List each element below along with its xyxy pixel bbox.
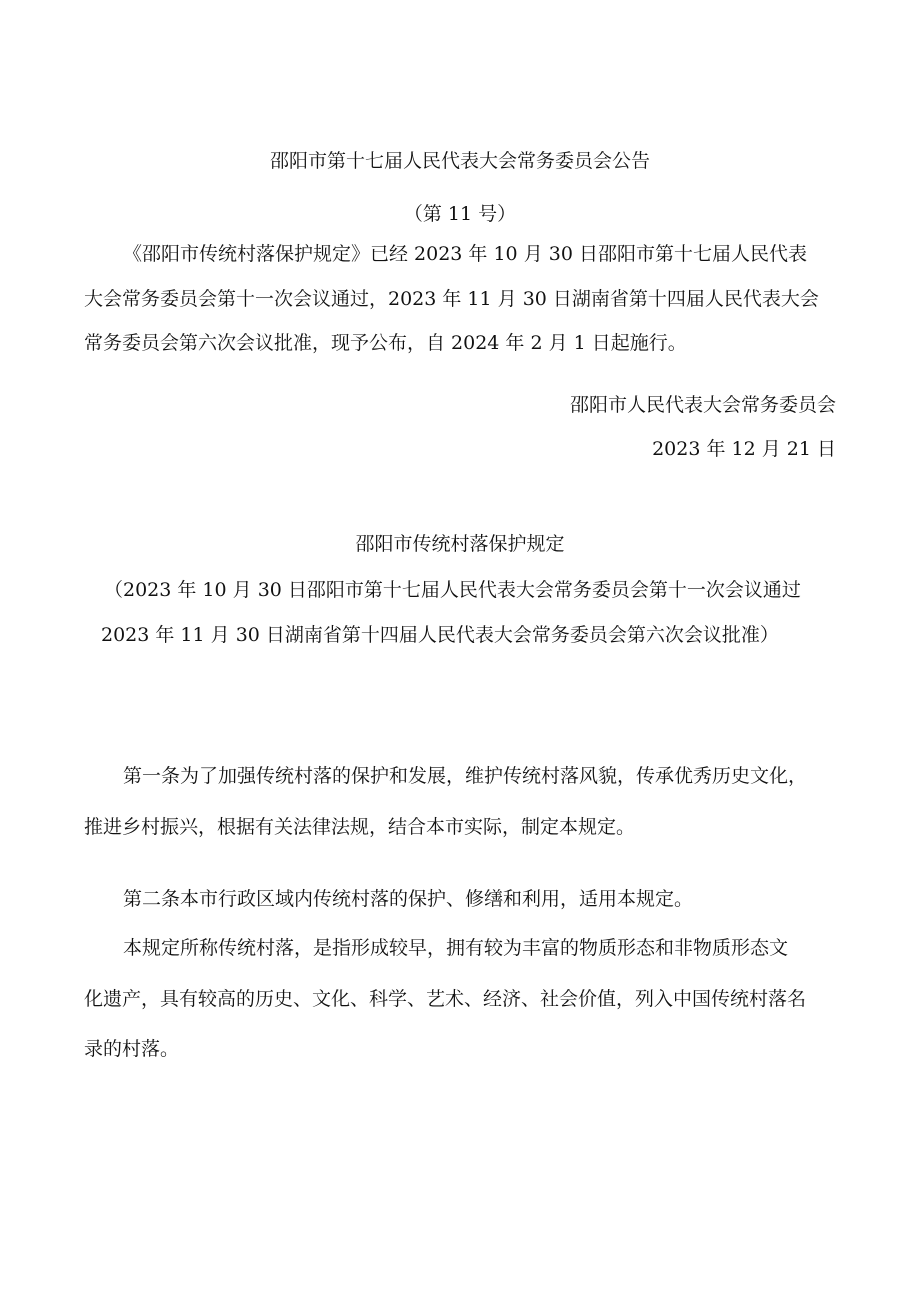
announcement-number: （第 11 号） (403, 203, 517, 225)
announcement-body-line-3: 常务委员会第六次会议批准，现予公布，自 2024 年 2 月 1 日起施行。 (84, 332, 687, 354)
announcement-signature: 邵阳市人民代表大会常务委员会 (569, 394, 836, 416)
announcement-body-line-2: 大会常务委员会第十一次会议通过，2023 年 11 月 30 日湖南省第十四届人民代表大会 (84, 288, 819, 310)
passage-note-line-1: （2023 年 10 月 30 日邵阳市第十七届人民代表大会常务委员会第十一次会议通过 (104, 579, 801, 601)
definition-line-1: 本规定所称传统村落，是指形成较早，拥有较为丰富的物质形态和非物质形态文 (123, 937, 789, 959)
announcement-date: 2023 年 12 月 21 日 (652, 438, 836, 460)
definition-line-3: 录的村落。 (84, 1038, 180, 1060)
regulation-title: 邵阳市传统村落保护规定 (355, 533, 565, 555)
article-1-line-1: 第一条为了加强传统村落的保护和发展，维护传统村落风貌，传承优秀历史文化， (123, 765, 808, 787)
article-1-line-2: 推进乡村振兴，根据有关法律法规，结合本市实际，制定本规定。 (84, 816, 636, 838)
definition-line-2: 化遗产，具有较高的历史、文化、科学、艺术、经济、社会价值，列入中国传统村落名 (84, 988, 807, 1010)
article-2-line: 第二条本市行政区域内传统村落的保护、修缮和利用，适用本规定。 (123, 888, 694, 910)
announcement-body-line-1: 《邵阳市传统村落保护规定》已经 2023 年 10 月 30 日邵阳市第十七届人民代表 (123, 243, 807, 265)
announcement-title: 邵阳市第十七届人民代表大会常务委员会公告 (269, 150, 650, 172)
passage-note-line-2: 2023 年 11 月 30 日湖南省第十四届人民代表大会常务委员会第六次会议批准） (101, 624, 779, 646)
